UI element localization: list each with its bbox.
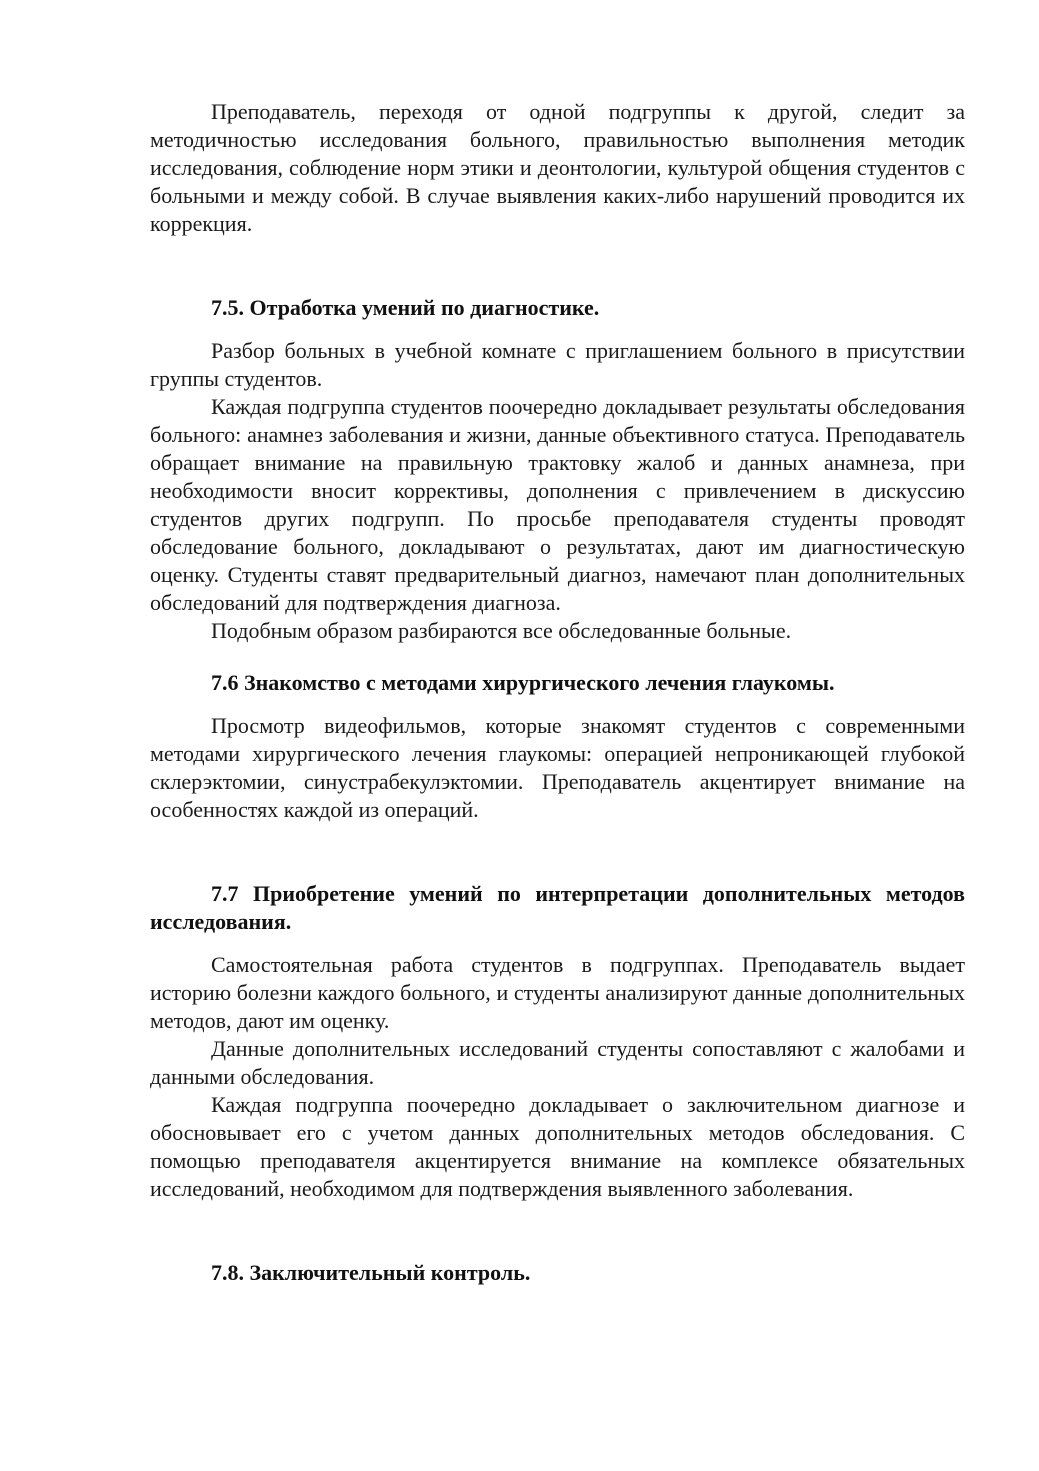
section-7-7-paragraph: Данные дополнительных исследований студенты сопоставляют с жалобами и данными обследования. — [150, 1036, 965, 1089]
section-7-5-paragraph: Каждая подгруппа студентов поочередно докладывает результаты обследования больного: анамнез заболевания и жизни, данные объективного статуса. Преподаватель обращает внимание на правильную трактовку жалоб и данных анамнеза, при необходимости вносит коррективы, дополнения с привлечением в дискуссию студентов других подгрупп. По просьбе преподавателя студенты проводят обследование больного, докладывают о результатах, дают им диагностическую оценку. Студенты ставят предварительный диагноз, намечают план дополнительных обследований для подтверждения диагноза. — [150, 394, 965, 615]
section-7-8-heading: 7.8. Заключительный контроль. — [211, 1260, 531, 1285]
section-7-7-paragraph: Самостоятельная работа студентов в подгруппах. Преподаватель выдает историю болезни каждого больного, и студенты анализируют данные дополнительных методов, дают им оценку. — [150, 952, 965, 1033]
section-7-5-paragraph: Подобным образом разбираются все обследованные больные. — [211, 618, 792, 643]
section-7-7-heading: 7.7 Приобретение умений по интерпретации дополнительных методов исследования. — [150, 881, 965, 934]
section-7-5-paragraph: Разбор больных в учебной комнате с приглашением больного в присутствии группы студентов. — [150, 338, 965, 391]
document-page — [150, 98, 965, 1287]
section-7-7-paragraph: Каждая подгруппа поочередно докладывает о заключительном диагнозе и обосновывает его с учетом данных дополнительных методов обследования. С помощью преподавателя акцентируется внимание на комплексе обязательных исследований, необходимом для подтверждения выявленного заболевания. — [150, 1092, 965, 1201]
section-7-5-heading: 7.5. Отработка умений по диагностике. — [211, 295, 600, 320]
section-7-6-paragraph: Просмотр видеофильмов, которые знакомят студентов с современными методами хирургического лечения глаукомы: операцией непроникающей глубокой склерэктомии, синустрабекулэктомии. Преподаватель акцентирует внимание на особенностях каждой из операций. — [150, 713, 965, 822]
intro-paragraph: Преподаватель, переходя от одной подгруппы к другой, следит за методичностью исследования больного, правильностью выполнения методик исследования, соблюдение норм этики и деонтологии, культурой общения студентов с больными и между собой. В случае выявления каких-либо нарушений проводится их коррекция. — [150, 99, 965, 236]
section-7-6-heading: 7.6 Знакомство с методами хирургического лечения глаукомы. — [211, 670, 835, 695]
